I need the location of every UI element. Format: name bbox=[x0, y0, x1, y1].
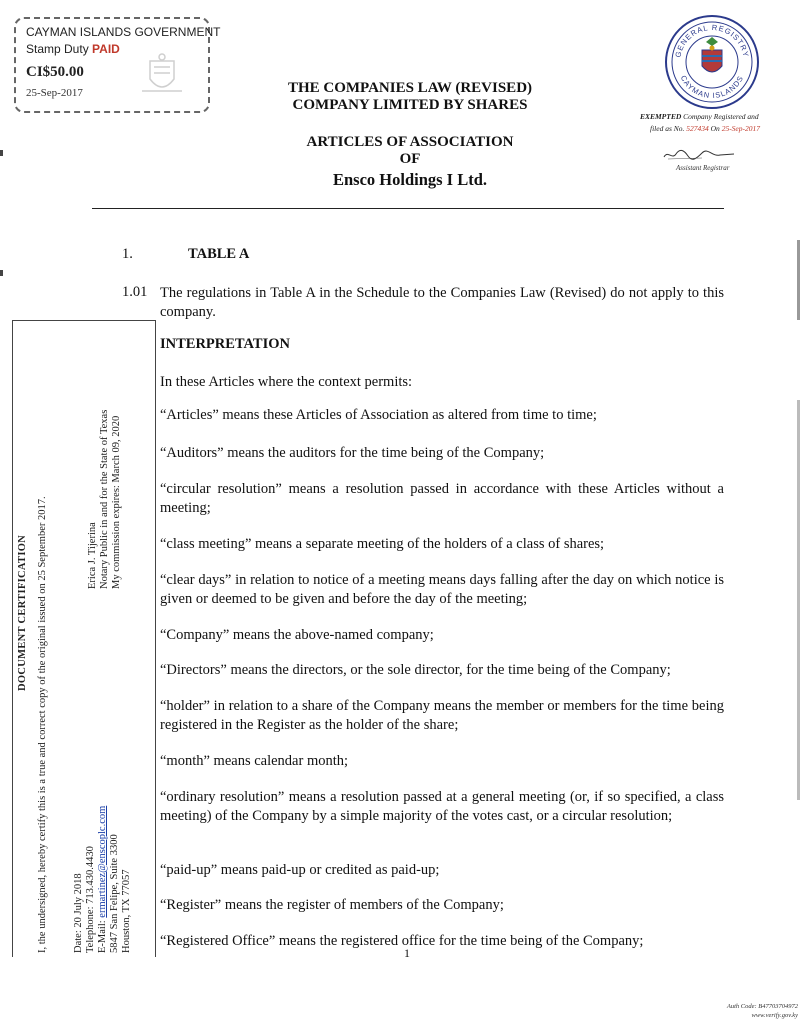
registry-status: EXEMPTED bbox=[640, 112, 682, 121]
registry-number: 527434 bbox=[686, 124, 709, 133]
cert-date: Date: 20 July 2018 bbox=[73, 873, 84, 953]
registry-note bbox=[640, 111, 800, 135]
assistant-registrar: Assistant Registrar bbox=[676, 164, 730, 172]
definition-holder: “holder” in relation to a share of the Company means the member or members for the time being registered in the Register as the holder of the share; bbox=[160, 698, 724, 733]
seal-top-text: GENERAL REGISTRY bbox=[673, 22, 751, 59]
cert-email-line bbox=[97, 806, 108, 953]
interpretation-intro: In these Articles where the context permits: bbox=[160, 374, 413, 390]
company-name: Ensco Holdings I Ltd. bbox=[332, 170, 488, 189]
registry-filed-prefix: filed as No. bbox=[650, 124, 685, 133]
interpretation-heading: INTERPRETATION bbox=[160, 336, 290, 352]
registry-line-1 bbox=[640, 111, 800, 123]
general-registry-seal-icon bbox=[662, 12, 762, 112]
cert-address-1: 5847 San Felipe, Suite 3300 bbox=[109, 834, 120, 953]
certification-title: DOCUMENT CERTIFICATION bbox=[17, 534, 28, 691]
cert-email-label: E-Mail: bbox=[97, 920, 108, 953]
certification-statement: I, the undersigned, hereby certify this is a true and correct copy of the original issued on 25 September 2017. bbox=[37, 496, 48, 953]
stamp-date: 25-Sep-2017 bbox=[26, 87, 83, 99]
stamp-government: CAYMAN ISLANDS GOVERNMENT bbox=[26, 25, 221, 39]
definition-articles: “Articles” means these Articles of Association as altered from time to time; bbox=[160, 407, 597, 423]
articles-title: ARTICLES OF ASSOCIATION bbox=[306, 134, 514, 150]
registry-date: 25-Sep-2017 bbox=[721, 124, 761, 133]
stamp-paid: PAID bbox=[92, 42, 120, 56]
notary-name: Erica J. Tijerina bbox=[87, 522, 98, 589]
notary-title: Notary Public in and for the State of Texas bbox=[99, 409, 110, 589]
page-number: 1 bbox=[404, 946, 410, 960]
auth-code: Auth Code: B47703704972 bbox=[726, 1003, 798, 1010]
section-number: 1. bbox=[122, 246, 133, 262]
registry-line1-rest: Company Registered and bbox=[683, 112, 759, 121]
registrar-signature-icon bbox=[662, 148, 736, 162]
company-type: COMPANY LIMITED BY SHARES bbox=[292, 97, 528, 113]
of-line: OF bbox=[399, 151, 421, 167]
verify-url: www.verify.gov.ky bbox=[751, 1012, 798, 1019]
header-divider bbox=[92, 208, 724, 209]
definition-registered-office: “Registered Office” means the registered office for the time being of the Company; bbox=[160, 933, 644, 949]
seal-bottom-text: CAYMAN ISLANDS bbox=[678, 73, 746, 101]
svg-text:CAYMAN ISLANDS bbox=[679, 74, 746, 100]
law-title: THE COMPANIES LAW (REVISED) bbox=[287, 80, 533, 96]
stamp-duty-label: Stamp Duty bbox=[26, 42, 89, 56]
definition-auditors: “Auditors” means the auditors for the time being of the Company; bbox=[160, 445, 545, 461]
definition-register: “Register” means the register of members of the Company; bbox=[160, 897, 504, 913]
section-title: TABLE A bbox=[188, 246, 250, 262]
scan-mark bbox=[0, 270, 3, 276]
definition-company: “Company” means the above-named company; bbox=[160, 627, 434, 643]
auth-footer bbox=[680, 1002, 798, 1020]
stamp-amount: CI$50.00 bbox=[26, 64, 84, 80]
definition-ordinary-resolution: “ordinary resolution” means a resolution passed at a general meeting (or, if so specified, a class meeting) of the Company by a simple majority of the votes cast, or a circular resolution; bbox=[160, 789, 724, 824]
document-certification bbox=[12, 320, 156, 957]
definition-month: “month” means calendar month; bbox=[160, 753, 349, 769]
notary-commission: My commission expires: March 09, 2020 bbox=[111, 415, 122, 589]
definition-paid-up: “paid-up” means paid-up or credited as paid-up; bbox=[160, 862, 440, 878]
definition-directors: “Directors” means the directors, or the sole director, for the time being of the Company; bbox=[160, 662, 671, 678]
cert-email-link[interactable]: ermartinez@enscoplc.com bbox=[97, 805, 108, 918]
scan-mark bbox=[0, 150, 3, 156]
clause-text: The regulations in Table A in the Schedule to the Companies Law (Revised) do not apply to this company. bbox=[160, 285, 724, 320]
clause-number: 1.01 bbox=[122, 284, 148, 300]
stamp-duty-line bbox=[26, 42, 120, 56]
definition-clear-days: “clear days” in relation to notice of a meeting means days falling after the day on which notice is given or deemed to be given and before the day of the meeting; bbox=[160, 572, 724, 607]
cert-telephone: Telephone: 713.430.4430 bbox=[85, 846, 96, 953]
registry-line-2 bbox=[640, 123, 800, 135]
cert-address-2: Houston, TX 77057 bbox=[121, 869, 132, 953]
registry-on: On bbox=[710, 124, 720, 133]
definition-class-meeting: “class meeting” means a separate meeting of the holders of a class of shares; bbox=[160, 536, 605, 552]
definition-circular-resolution: “circular resolution” means a resolution passed in accordance with these Articles without a meeting; bbox=[160, 481, 724, 516]
